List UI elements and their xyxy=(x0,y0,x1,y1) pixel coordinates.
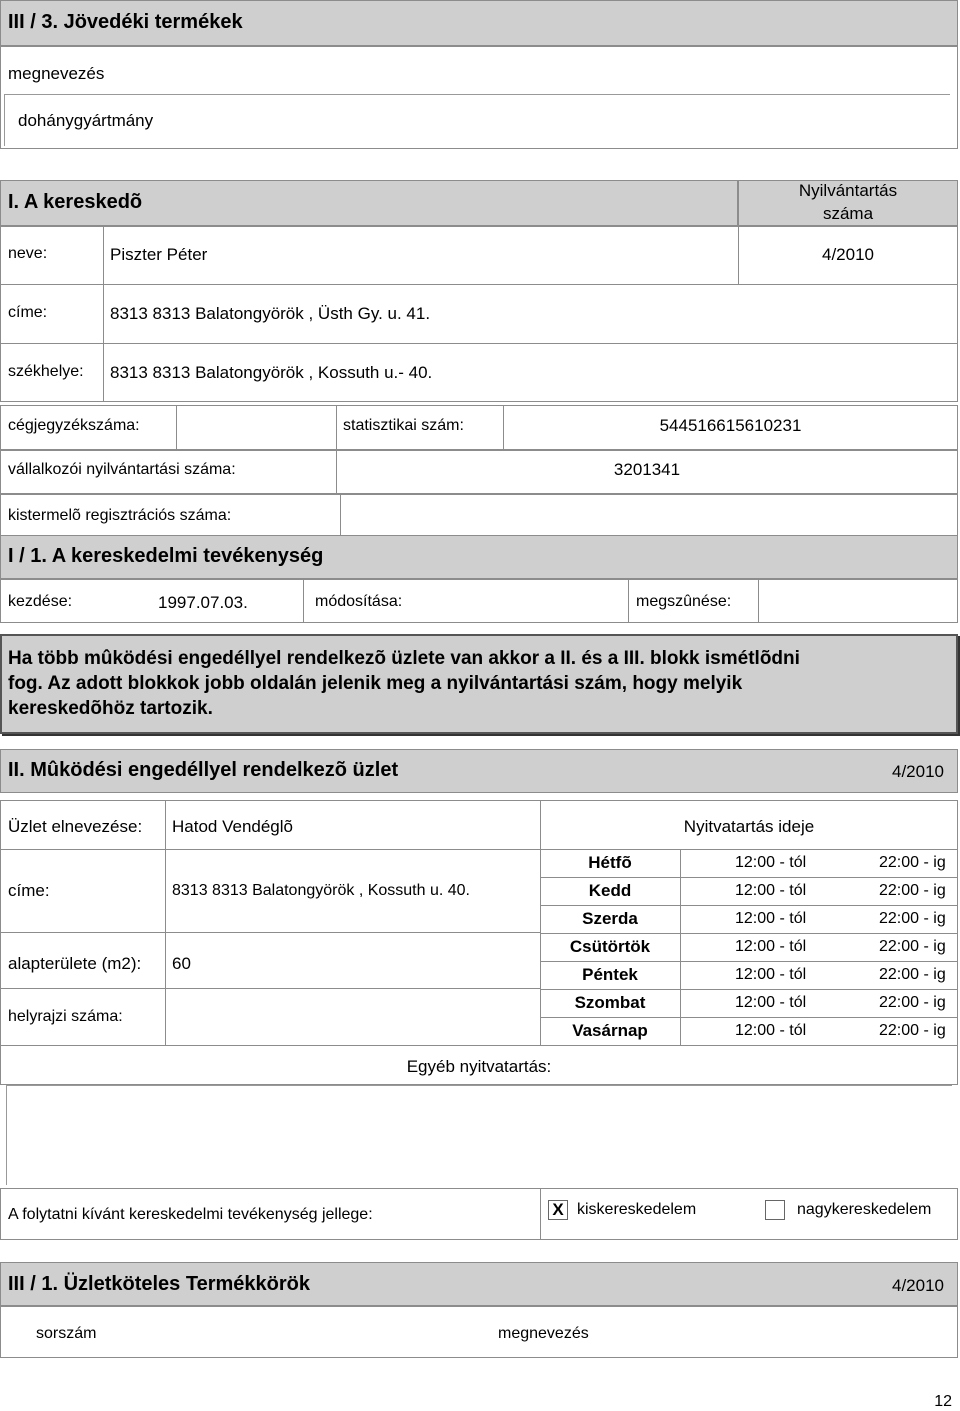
address-value: 8313 8313 Balatongyörök , Üsth Gy. u. 41. xyxy=(110,304,431,323)
hours-from: 12:00 - tól xyxy=(735,994,807,1011)
wholesale-label: nagykereskedelem xyxy=(797,1201,932,1218)
shop-box xyxy=(0,800,958,1085)
col-name: megnevezés xyxy=(498,1325,589,1342)
hours-to: 22:00 - ig xyxy=(879,994,946,1011)
shop-address-value: 8313 8313 Balatongyörök , Kossuth u. 40. xyxy=(172,882,470,899)
activity-title: I / 1. A kereskedelmi tevékenység xyxy=(8,545,324,567)
retail-checkbox[interactable]: X xyxy=(548,1200,568,1220)
nature-label: A folytatni kívánt kereskedelmi tevékenység jellege: xyxy=(8,1206,373,1223)
company-reg-label: cégjegyzékszáma: xyxy=(8,417,140,434)
other-hours-label: Egyéb nyitvatartás: xyxy=(406,1057,552,1076)
shop-reg: 4/2010 xyxy=(892,762,944,781)
hours-to: 22:00 - ig xyxy=(879,1022,946,1039)
shop-name-label: Üzlet elnevezése: xyxy=(8,817,143,836)
hours-title: Nyitvatartás ideje xyxy=(683,817,815,836)
activity-row xyxy=(0,579,958,623)
section3-value: dohánygyártmány xyxy=(18,111,154,130)
products-reg: 4/2010 xyxy=(892,1276,944,1295)
hours-from: 12:00 - tól xyxy=(735,882,807,899)
hours-to: 22:00 - ig xyxy=(879,938,946,955)
other-hours-field[interactable] xyxy=(6,1085,952,1185)
hours-day: Péntek xyxy=(582,965,638,984)
hours-day: Vasárnap xyxy=(572,1021,648,1040)
stat-label: statisztikai szám: xyxy=(343,417,464,434)
hours-from: 12:00 - tól xyxy=(735,1022,807,1039)
hours-day: Csütörtök xyxy=(569,937,651,956)
hours-from: 12:00 - tól xyxy=(735,966,807,983)
seat-value: 8313 8313 Balatongyörök , Kossuth u.- 40. xyxy=(110,363,433,382)
hours-day: Szombat xyxy=(574,993,646,1012)
shop-address-label: címe: xyxy=(8,881,50,900)
products-title: III / 1. Üzletköteles Termékkörök xyxy=(8,1273,310,1295)
entrepreneur-label: vállalkozói nyilvántartási száma: xyxy=(8,461,236,478)
start-value: 1997.07.03. xyxy=(158,593,248,612)
hours-to: 22:00 - ig xyxy=(879,910,946,927)
hours-to: 22:00 - ig xyxy=(879,882,946,899)
wholesale-checkbox[interactable] xyxy=(765,1200,785,1220)
start-label: kezdése: xyxy=(8,593,73,610)
notice-line3: kereskedõhöz tartozik. xyxy=(8,698,213,719)
page-number: 12 xyxy=(934,1393,952,1410)
hours-to: 22:00 - ig xyxy=(879,854,946,871)
name-label: neve: xyxy=(8,245,48,262)
entrepreneur-value: 3201341 xyxy=(613,460,681,479)
products-table-header xyxy=(0,1306,958,1358)
notice-line1: Ha több mûködési engedéllyel rendelkezõ üzlete van akkor a II. és a III. blokk ismétlõdni xyxy=(8,648,800,669)
hours-day: Hétfõ xyxy=(588,853,632,872)
stat-value: 544516615610231 xyxy=(659,416,802,435)
shop-name-value: Hatod Vendéglõ xyxy=(172,817,293,836)
reg-header-line1: Nyilvántartás xyxy=(798,181,898,200)
shop-title: II. Mûködési engedéllyel rendelkezõ üzlet xyxy=(8,759,399,781)
retail-label: kiskereskedelem xyxy=(577,1201,697,1218)
hours-from: 12:00 - tól xyxy=(735,854,807,871)
hours-day: Kedd xyxy=(588,881,632,900)
section3-title: III / 3. Jövedéki termékek xyxy=(8,11,243,33)
plot-label: helyrajzi száma: xyxy=(8,1008,123,1025)
section3-label: megnevezés xyxy=(8,64,105,83)
address-label: címe: xyxy=(8,304,48,321)
seat-label: székhelye: xyxy=(8,363,84,380)
area-label: alapterülete (m2): xyxy=(8,954,142,973)
hours-to: 22:00 - ig xyxy=(879,966,946,983)
reg-value: 4/2010 xyxy=(822,245,874,264)
area-value: 60 xyxy=(172,954,191,973)
reg-header-line2: száma xyxy=(822,204,874,223)
producer-label: kistermelõ regisztrációs száma: xyxy=(8,507,232,524)
end-label: megszûnése: xyxy=(636,593,732,610)
name-value: Piszter Péter xyxy=(110,245,208,264)
mod-label: módosítása: xyxy=(315,593,403,610)
notice-line2: fog. Az adott blokkok jobb oldalán jelenik meg a nyilvántartási szám, hogy melyik xyxy=(8,673,743,694)
hours-day: Szerda xyxy=(582,909,638,928)
col-no: sorszám xyxy=(36,1325,97,1342)
trader-title: I. A kereskedõ xyxy=(8,191,143,213)
hours-from: 12:00 - tól xyxy=(735,938,807,955)
hours-from: 12:00 - tól xyxy=(735,910,807,927)
